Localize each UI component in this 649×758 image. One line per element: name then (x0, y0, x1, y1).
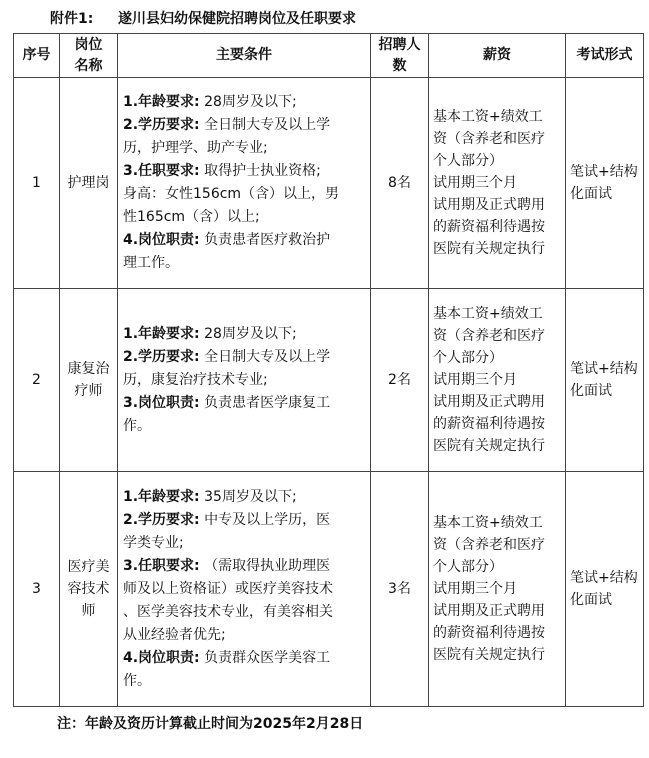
col-header-salary: 薪资 (429, 34, 566, 78)
cell-exam: 笔试+结构 化面试 (566, 78, 644, 289)
col-header-exam: 考试形式 (566, 34, 644, 78)
cell-conditions: 1.年龄要求: 35周岁及以下; 2.学历要求: 中专及以上学历，医 学类专业; 3.任职要求: （需取得执业助理医 师及以上资格证）或医疗美容技术 、医学美容技术专业，有美容相关 从业经验者优先; 4.岗位职责: 负责群众医学美容工 作。 (118, 472, 371, 707)
cell-count: 3名 (371, 472, 429, 707)
cell-salary: 基本工资+绩效工 资（含养老和医疗 个人部分） 试用期三个月 试用期及正式聘用 的薪资福利待遇按 医院有关规定执行 (429, 78, 566, 289)
cell-seq: 3 (14, 472, 60, 707)
cell-conditions: 1.年龄要求: 28周岁及以下; 2.学历要求: 全日制大专及以上学 历，护理学、助产专业; 3.任职要求: 取得护士执业资格; 身高：女性156cm（含）以上，男 性165cm（含）以上; 4.岗位职责: 负责患者医疗救治护 理工作。 (118, 78, 371, 289)
cell-count: 2名 (371, 289, 429, 472)
attachment-label: 附件1: (50, 11, 94, 27)
cell-count: 8名 (371, 78, 429, 289)
document-heading (50, 8, 356, 28)
cell-exam: 笔试+结构 化面试 (566, 472, 644, 707)
cell-conditions: 1.年龄要求: 28周岁及以下; 2.学历要求: 全日制大专及以上学 历，康复治疗技术专业; 3.岗位职责: 负责患者医学康复工 作。 (118, 289, 371, 472)
table-row (14, 289, 644, 472)
cell-exam: 笔试+结构 化面试 (566, 289, 644, 472)
table-row (14, 78, 644, 289)
cell-post: 护理岗 (60, 78, 118, 289)
table-row (14, 472, 644, 707)
cell-seq: 2 (14, 289, 60, 472)
cell-seq: 1 (14, 78, 60, 289)
col-header-seq: 序号 (14, 34, 60, 78)
cell-salary: 基本工资+绩效工 资（含养老和医疗 个人部分） 试用期三个月 试用期及正式聘用 的薪资福利待遇按 医院有关规定执行 (429, 472, 566, 707)
col-header-count: 招聘人 数 (371, 34, 429, 78)
document-title: 遂川县妇幼保健院招聘岗位及任职要求 (118, 11, 356, 27)
col-header-post: 岗位 名称 (60, 34, 118, 78)
footer-note: 注：年龄及资历计算截止时间为2025年2月28日 (57, 716, 364, 732)
table-header-row (14, 34, 644, 78)
cell-post: 医疗美 容技术 师 (60, 472, 118, 707)
cell-salary: 基本工资+绩效工 资（含养老和医疗 个人部分） 试用期三个月 试用期及正式聘用 的薪资福利待遇按 医院有关规定执行 (429, 289, 566, 472)
cell-post: 康复治 疗师 (60, 289, 118, 472)
col-header-conditions: 主要条件 (118, 34, 371, 78)
recruitment-table (13, 33, 644, 707)
